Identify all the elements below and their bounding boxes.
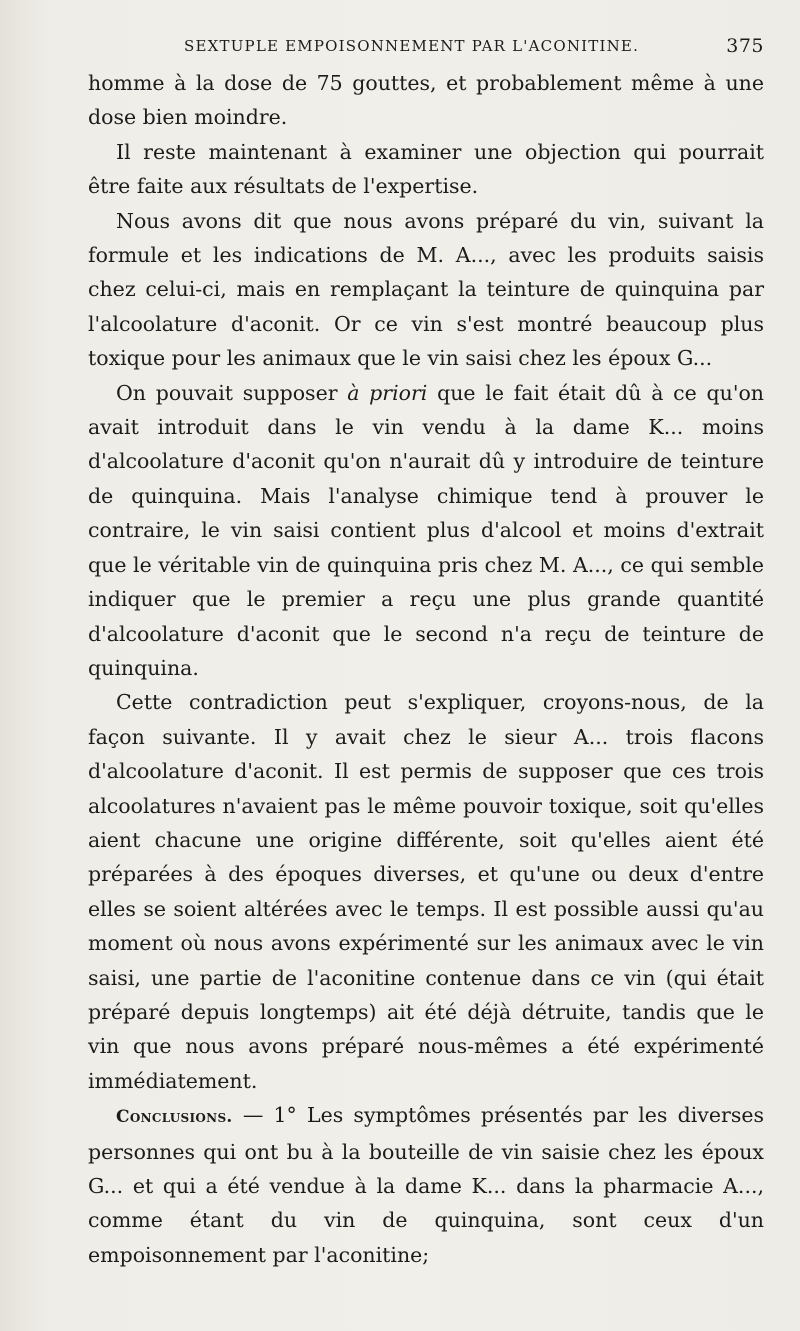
paragraph-a-priori [88, 376, 764, 686]
running-head [88, 26, 764, 66]
paragraph-a-priori-rest: que le fait était dû à ce qu'on avait introduit dans le vin vendu à la dame K... moins d'alcoolature d'aconit qu'on n'aurait dû y introduire de teinture de quinquina. Mais l'analyse chimique tend à prouver le contraire, le vin saisi contient plus d'alcool et moins d'extrait que le véritable vin de quinquina pris chez M. A..., ce qui semble indiquer que le premier a reçu une plus grande quantité d'alcoolature d'aconit que le second n'a reçu de teinture de quinquina. [88, 380, 765, 680]
body-text [88, 66, 764, 1272]
running-title: SEXTUPLE EMPOISONNEMENT PAR L'ACONITINE. [184, 37, 640, 55]
a-priori-italic: à priori [347, 380, 428, 405]
paragraph-conclusions [88, 1098, 764, 1272]
paragraph-wine-preparation: Nous avons dit que nous avons préparé du vin, suivant la formule et les indications de M. A..., avec les produits saisis chez celui-ci, mais en remplaçant la teinture de quinquina par l'alcoolature d'aconit. Or ce vin s'est montré beaucoup plus toxique pour les animaux que le vin saisi chez les époux G... [88, 208, 764, 371]
paragraph-objection: Il reste maintenant à examiner une objection qui pourrait être faite aux résultats de l'expertise. [88, 139, 764, 199]
paragraph-continuation: homme à la dose de 75 gouttes, et probablement même à une dose bien moindre. [88, 71, 764, 130]
page-number: 375 [726, 35, 764, 57]
paragraph-contradiction: Cette contradiction peut s'expliquer, croyons-nous, de la façon suivante. Il y avait chez le sieur A... trois flacons d'alcoolature d'aconit. Il est permis de supposer que ces trois alcoolatures n'avaient pas le même pouvoir toxique, soit qu'elles aient chacune une origine différente, soit qu'elles aient été préparées à des époques diverses, et qu'une ou deux d'entre elles se soient altérées avec le temps. Il est possible aussi qu'au moment où nous avons expérimenté sur les animaux avec le vin saisi, une partie de l'aconitine contenue dans ce vin (qui était préparé depuis longtemps) ait été déjà détruite, tandis que le vin que nous avons préparé nous-mêmes a été expérimenté immédiatement. [88, 690, 764, 1093]
paragraph-a-priori-start: On pouvait supposer [116, 380, 348, 405]
conclusions-heading: Conclusions. [116, 1107, 233, 1128]
conclusions-text: — 1° Les symptômes présentés par les diverses personnes qui ont bu à la bouteille de vin saisie chez les époux G... et qui a été vendue à la dame K... dans la pharmacie A..., comme étant du vin de quinquina, sont ceux d'un empoisonnement par l'aconitine; [88, 1103, 764, 1267]
